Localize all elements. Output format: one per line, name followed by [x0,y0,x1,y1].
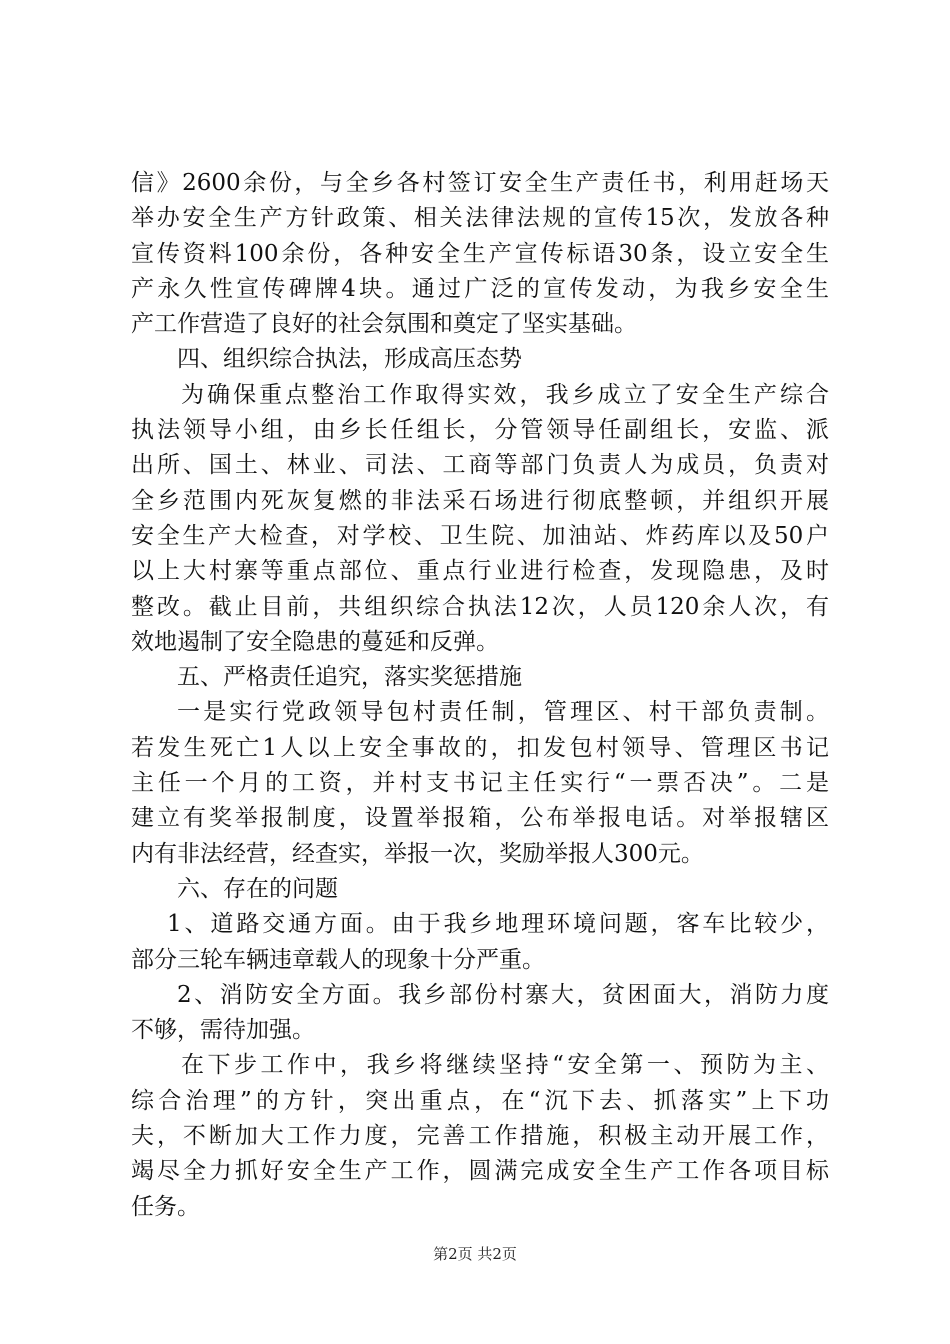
text-line: 任务。 [131,1193,200,1220]
text-line: 信》2600余份，与全乡各村签订安全生产责任书，利用赶场天 [131,170,829,196]
text-line: 全乡范围内死灰复燃的非法采石场进行彻底整顿，并组织开展 [131,487,829,514]
text-line: 为确保重点整治工作取得实效，我乡成立了安全生产综合 [181,381,829,408]
text-line: 产永久性宣传碑牌4块。通过广泛的宣传发动，为我乡安全生 [131,275,829,302]
text-line: 效地遏制了安全隐患的蔓延和反弹。 [131,628,499,655]
text-line: 六、存在的问题 [177,875,338,902]
text-line: 五、严格责任追究，落实奖惩措施 [177,664,522,691]
text-line: 四、组织综合执法，形成高压态势 [177,346,522,373]
text-line: 内有非法经营，经查实，举报一次，奖励举报人300元。 [131,840,704,867]
text-line: 建立有奖举报制度，设置举报箱，公布举报电话。对举报辖区 [131,805,829,832]
text-line: 不够，需待加强。 [131,1017,315,1044]
text-line: 产工作营造了良好的社会氛围和奠定了坚实基础。 [131,311,637,338]
text-line: 出所、国土、林业、司法、工商等部门负责人为成员，负责对 [131,452,829,479]
text-line: 1、道路交通方面。由于我乡地理环境问题，客车比较少， [167,911,829,938]
text-line: 整改。截止目前，共组织综合执法12次，人员120余人次，有 [131,593,829,620]
text-line: 举办安全生产方针政策、相关法律法规的宣传15次，发放各种 [131,205,829,232]
text-line: 在下步工作中，我乡将继续坚持“安全第一、预防为主、 [181,1052,829,1079]
text-line: 若发生死亡1人以上安全事故的，扣发包村领导、管理区书记 [131,734,829,761]
text-line: 部分三轮车辆违章载人的现象十分严重。 [131,946,545,973]
text-line: 以上大村寨等重点部位、重点行业进行检查，发现隐患，及时 [131,558,829,585]
text-line: 夫，不断加大工作力度，完善工作措施，积极主动开展工作， [131,1123,829,1150]
text-line: 一是实行党政领导包村责任制，管理区、村干部负责制。 [177,699,829,726]
text-line: 综合治理”的方针，突出重点，在“沉下去、抓落实”上下功 [131,1087,829,1114]
text-line: 宣传资料100余份，各种安全生产宣传标语30条，设立安全生 [131,240,829,267]
text-line: 2、消防安全方面。我乡部份村寨大，贫困面大，消防力度 [177,981,829,1008]
text-line: 竭尽全力抓好安全生产工作，圆满完成安全生产工作各项目标 [131,1158,829,1185]
document-body [131,166,829,1225]
page-footer: 第2页 共2页 [433,1245,517,1263]
text-line: 主任一个月的工资，并村支书记主任实行“一票否决”。二是 [131,770,829,797]
text-line: 执法领导小组，由乡长任组长，分管领导任副组长，安监、派 [131,417,829,444]
text-line: 安全生产大检查，对学校、卫生院、加油站、炸药库以及50户 [131,522,829,549]
